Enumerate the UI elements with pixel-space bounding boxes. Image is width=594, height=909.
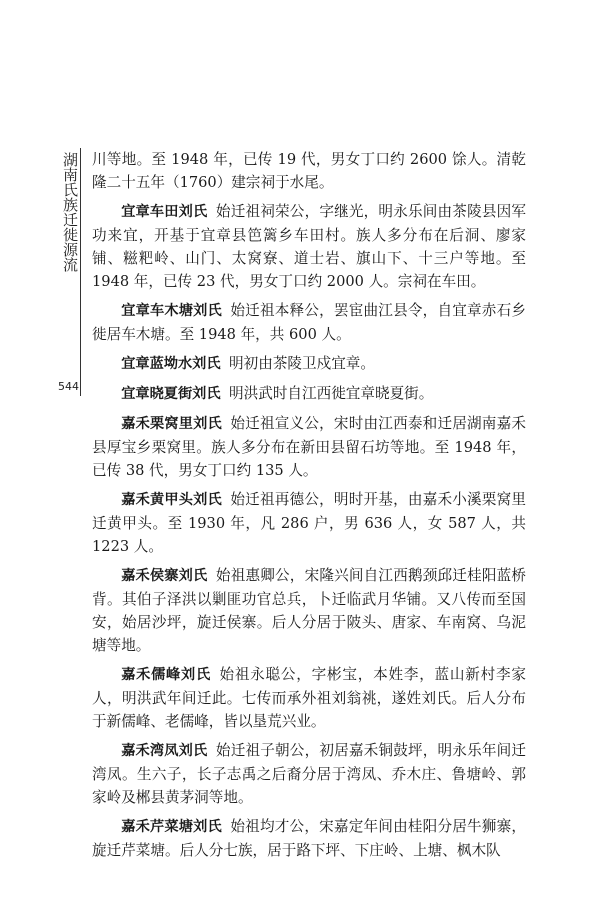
clan-entry xyxy=(92,663,526,733)
clan-heading: 嘉禾栗窝里刘氏 xyxy=(121,416,222,432)
clan-entry xyxy=(92,815,526,862)
clan-heading: 宜章车木塘刘氏 xyxy=(121,303,222,319)
clan-text: 明洪武时自江西徙宜章晓夏街。 xyxy=(229,385,434,402)
clan-entry xyxy=(92,739,526,809)
clan-entry xyxy=(92,299,526,346)
clan-entry xyxy=(92,564,526,657)
clan-text: 始祖均才公，宋嘉定年间由桂阳分居牛狮寨，旋迁芹菜塘。后人分七族，居于路下坪、下庄岭、上塘、枫木队 xyxy=(92,818,526,859)
clan-entry xyxy=(92,412,526,482)
clan-heading: 嘉禾儒峰刘氏 xyxy=(121,667,211,683)
clan-heading: 嘉禾湾凤刘氏 xyxy=(121,743,208,759)
paragraph-continued xyxy=(92,148,526,194)
clan-text: 始迁祖祠荣公，字继光，明永乐间由茶陵县因军功来宜，开基于宜章县笆篱乡车田村。族人多分布在后洞、廖家铺、糍粑岭、山门、太窝寮、道士岩、旗山下、十三户等地。至 1948 年，已传 23 代，男女丁口约 2000 人。宗祠在车田。 xyxy=(92,203,526,290)
clan-text: 始祖永聪公，字彬宝，本姓李，蓝山新村李家人，明洪武年间迁此。七传而承外祖刘翁祧，遂姓刘氏。后人分布于新儒峰、老儒峰，皆以垦荒兴业。 xyxy=(92,666,526,730)
paragraph-text: 川等地。至 1948 年，已传 19 代，男女丁口约 2600 馀人。清乾隆二十五年（1760）建宗祠于水尾。 xyxy=(92,151,526,191)
body-text xyxy=(92,148,526,868)
clan-text: 始迁祖子朝公，初居嘉禾铜鼓坪，明永乐年间迁湾凤。生六子，长子志禹之后裔分居于湾凤、乔木庄、鲁塘岭、郭家岭及郴县黄茅洞等地。 xyxy=(92,742,526,806)
clan-heading: 嘉禾侯寨刘氏 xyxy=(121,568,208,584)
clan-entry xyxy=(92,200,526,293)
clan-heading: 嘉禾黄甲头刘氏 xyxy=(121,492,222,508)
clan-heading: 宜章晓夏街刘氏 xyxy=(121,386,221,402)
clan-heading: 宜章蓝坳水刘氏 xyxy=(121,356,221,372)
clan-text: 始祖惠卿公，宋隆兴间自江西鹅颈邱迁桂阳蓝桥背。其伯子泽洪以剿匪功官总兵，卜迁临武月华铺。又八传而至国安，始居沙坪，旋迁侯寨。后人分居于陂头、唐家、车南窝、乌泥塘等地。 xyxy=(92,567,526,654)
clan-text: 始迁祖再德公，明时开基，由嘉禾小溪栗窝里迁黄甲头。至 1930 年，凡 286 户，男 636 人，女 587 人，共 1223 人。 xyxy=(92,491,526,555)
clan-entry xyxy=(92,352,526,376)
clan-entry xyxy=(92,382,526,406)
page-number: 544 xyxy=(58,380,79,393)
clan-heading: 宜章车田刘氏 xyxy=(121,204,208,220)
clan-entry xyxy=(92,488,526,558)
clan-heading: 嘉禾芹菜塘刘氏 xyxy=(121,819,222,835)
margin-rule xyxy=(80,148,81,396)
clan-text: 明初由茶陵卫戍宜章。 xyxy=(229,355,375,372)
running-head: 湖南氏族迁徙源流 xyxy=(61,152,79,272)
clan-text: 始迁祖宣义公，宋时由江西泰和迁居湖南嘉禾县厚宝乡栗窝里。族人多分布在新田县留石坊等地。至 1948 年，已传 38 代，男女丁口约 135 人。 xyxy=(92,415,526,479)
clan-text: 始迁祖本释公，罢宦曲江县令，自宜章赤石乡徙居车木塘。至 1948 年，共 600 人。 xyxy=(92,302,526,343)
